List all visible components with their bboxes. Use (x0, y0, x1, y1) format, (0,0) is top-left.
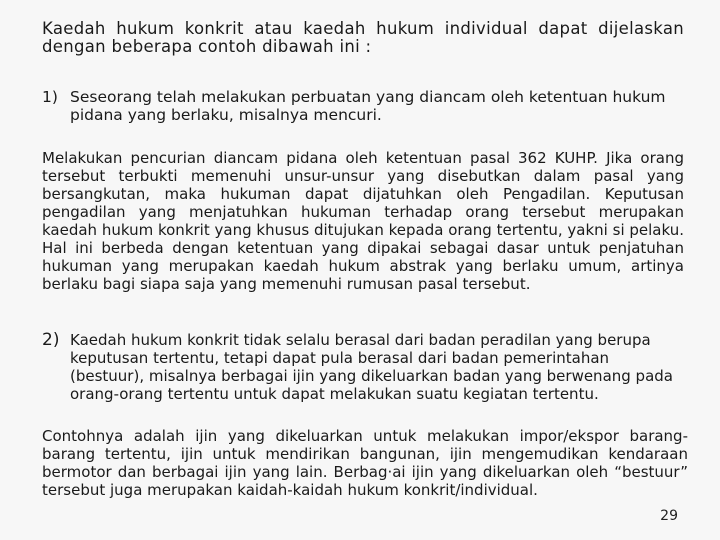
paragraph-1: Melakukan pencurian diancam pidana oleh ketentuan pasal 362 KUHP. Jika orang tersebut terbukti memenuhi unsur-unsur yang disebutkan dalam pasal yang bersangkutan, maka hukuman dapat dijatuhkan oleh Pengadilan. Keputusan pengadilan yang menjatuhkan hukuman terhadap orang tersebut merupakan kaedah hukum konkrit yang khusus ditujukan kepada orang tertentu, yakni si pelaku. Hal ini berbeda dengan ketentuan yang dipakai sebagai dasar untuk penjatuhan hukuman yang merupakan kaedah hukum abstrak yang berlaku umum, artinya berlaku bagi siapa saja yang memenuhi rumusan pasal tersebut. (42, 149, 684, 293)
list-item-number: 1) (42, 88, 58, 106)
list-item-text: Seseorang telah melakukan perbuatan yang diancam oleh ketentuan hukum pidana yang berlaku, misalnya mencuri. (70, 88, 666, 124)
list-item-1 (42, 88, 684, 124)
list-item-text: Kaedah hukum konkrit tidak selalu berasal dari badan peradilan yang berupa keputusan tertentu, tetapi dapat pula berasal dari badan pemerintahan (bestuur), misalnya berbagai ijin yang dikeluarkan badan yang berwenang pada orang-orang tertentu untuk dapat melakukan suatu kegiatan tertentu. (70, 331, 673, 403)
list-item-number: 2) (42, 330, 60, 350)
page-number: 29 (660, 508, 678, 524)
paragraph-2: Contohnya adalah ijin yang dikeluarkan untuk melakukan impor/ekspor barang-barang tertentu, ijin untuk mendirikan bangunan, ijin mengemudikan kendaraan bermotor dan berbagai ijin yang lain. Berbag·ai ijin yang dikeluarkan oleh “bestuur” tersebut juga merupakan kaidah-kaidah hukum konkrit/individual. (42, 427, 688, 499)
list-item-2 (42, 331, 684, 403)
intro-text: Kaedah hukum konkrit atau kaedah hukum individual dapat dijelaskan dengan beberapa contoh dibawah ini : (42, 19, 684, 56)
